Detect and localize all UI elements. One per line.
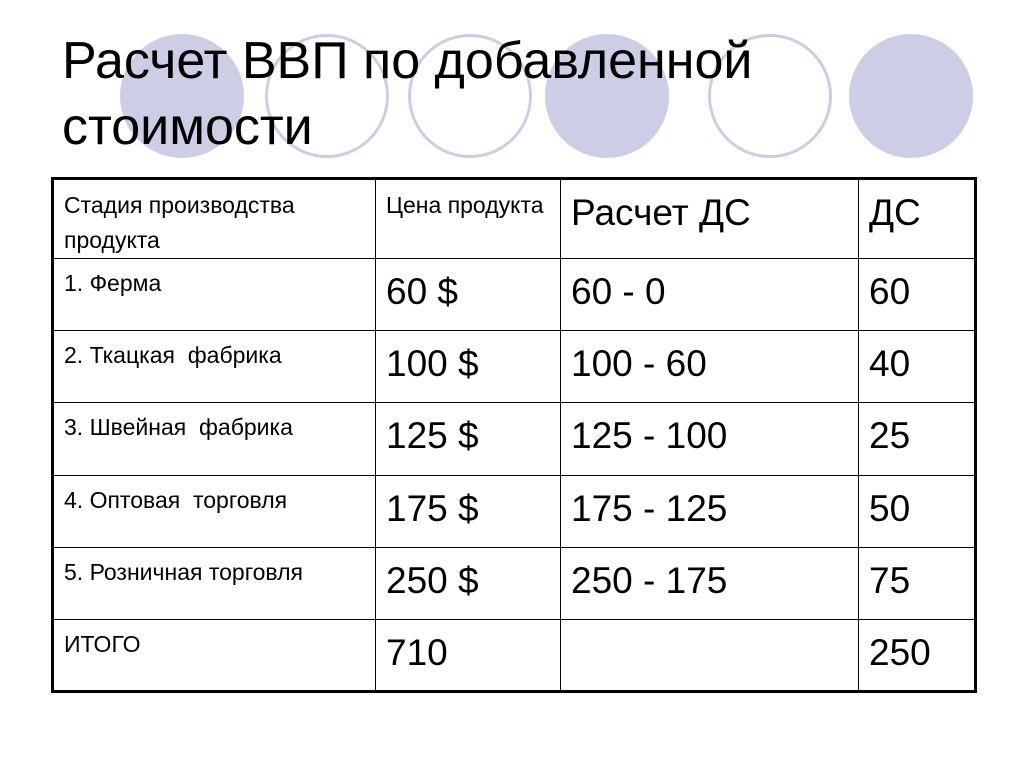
price-cell: 60 $: [376, 259, 561, 331]
stage-cell: 3. Швейная фабрика: [53, 403, 376, 475]
table-row: [53, 259, 976, 331]
stage-cell: 1. Ферма: [53, 259, 376, 331]
value-added-cell: 60: [859, 259, 976, 331]
table-row: [53, 547, 976, 619]
total-calc-cell: [561, 619, 859, 691]
table-row: [53, 403, 976, 475]
value-added-cell: 75: [859, 547, 976, 619]
price-cell: 250 $: [376, 547, 561, 619]
total-price-cell: 710: [376, 619, 561, 691]
value-added-cell: 50: [859, 475, 976, 547]
stage-cell: 5. Розничная торговля: [53, 547, 376, 619]
calc-cell: 250 - 175: [561, 547, 859, 619]
value-added-table: [51, 177, 977, 693]
value-added-cell: 40: [859, 331, 976, 403]
header-price: Цена продукта: [376, 179, 561, 259]
price-cell: 175 $: [376, 475, 561, 547]
calc-cell: 175 - 125: [561, 475, 859, 547]
price-cell: 125 $: [376, 403, 561, 475]
table-header-row: [53, 179, 976, 259]
calc-cell: 60 - 0: [561, 259, 859, 331]
header-calc: Расчет ДС: [561, 179, 859, 259]
price-cell: 100 $: [376, 331, 561, 403]
total-label-cell: ИТОГО: [53, 619, 376, 691]
calc-cell: 100 - 60: [561, 331, 859, 403]
table-row: [53, 331, 976, 403]
slide-title: Расчет ВВП по добавленной стоимости: [62, 32, 753, 156]
value-added-cell: 25: [859, 403, 976, 475]
table-total-row: [53, 619, 976, 691]
total-value-added-cell: 250: [859, 619, 976, 691]
header-stage: Стадия производства продукта: [53, 179, 376, 259]
stage-cell: 4. Оптовая торговля: [53, 475, 376, 547]
calc-cell: 125 - 100: [561, 403, 859, 475]
table-row: [53, 475, 976, 547]
stage-cell: 2. Ткацкая фабрика: [53, 331, 376, 403]
header-value-added: ДС: [859, 179, 976, 259]
